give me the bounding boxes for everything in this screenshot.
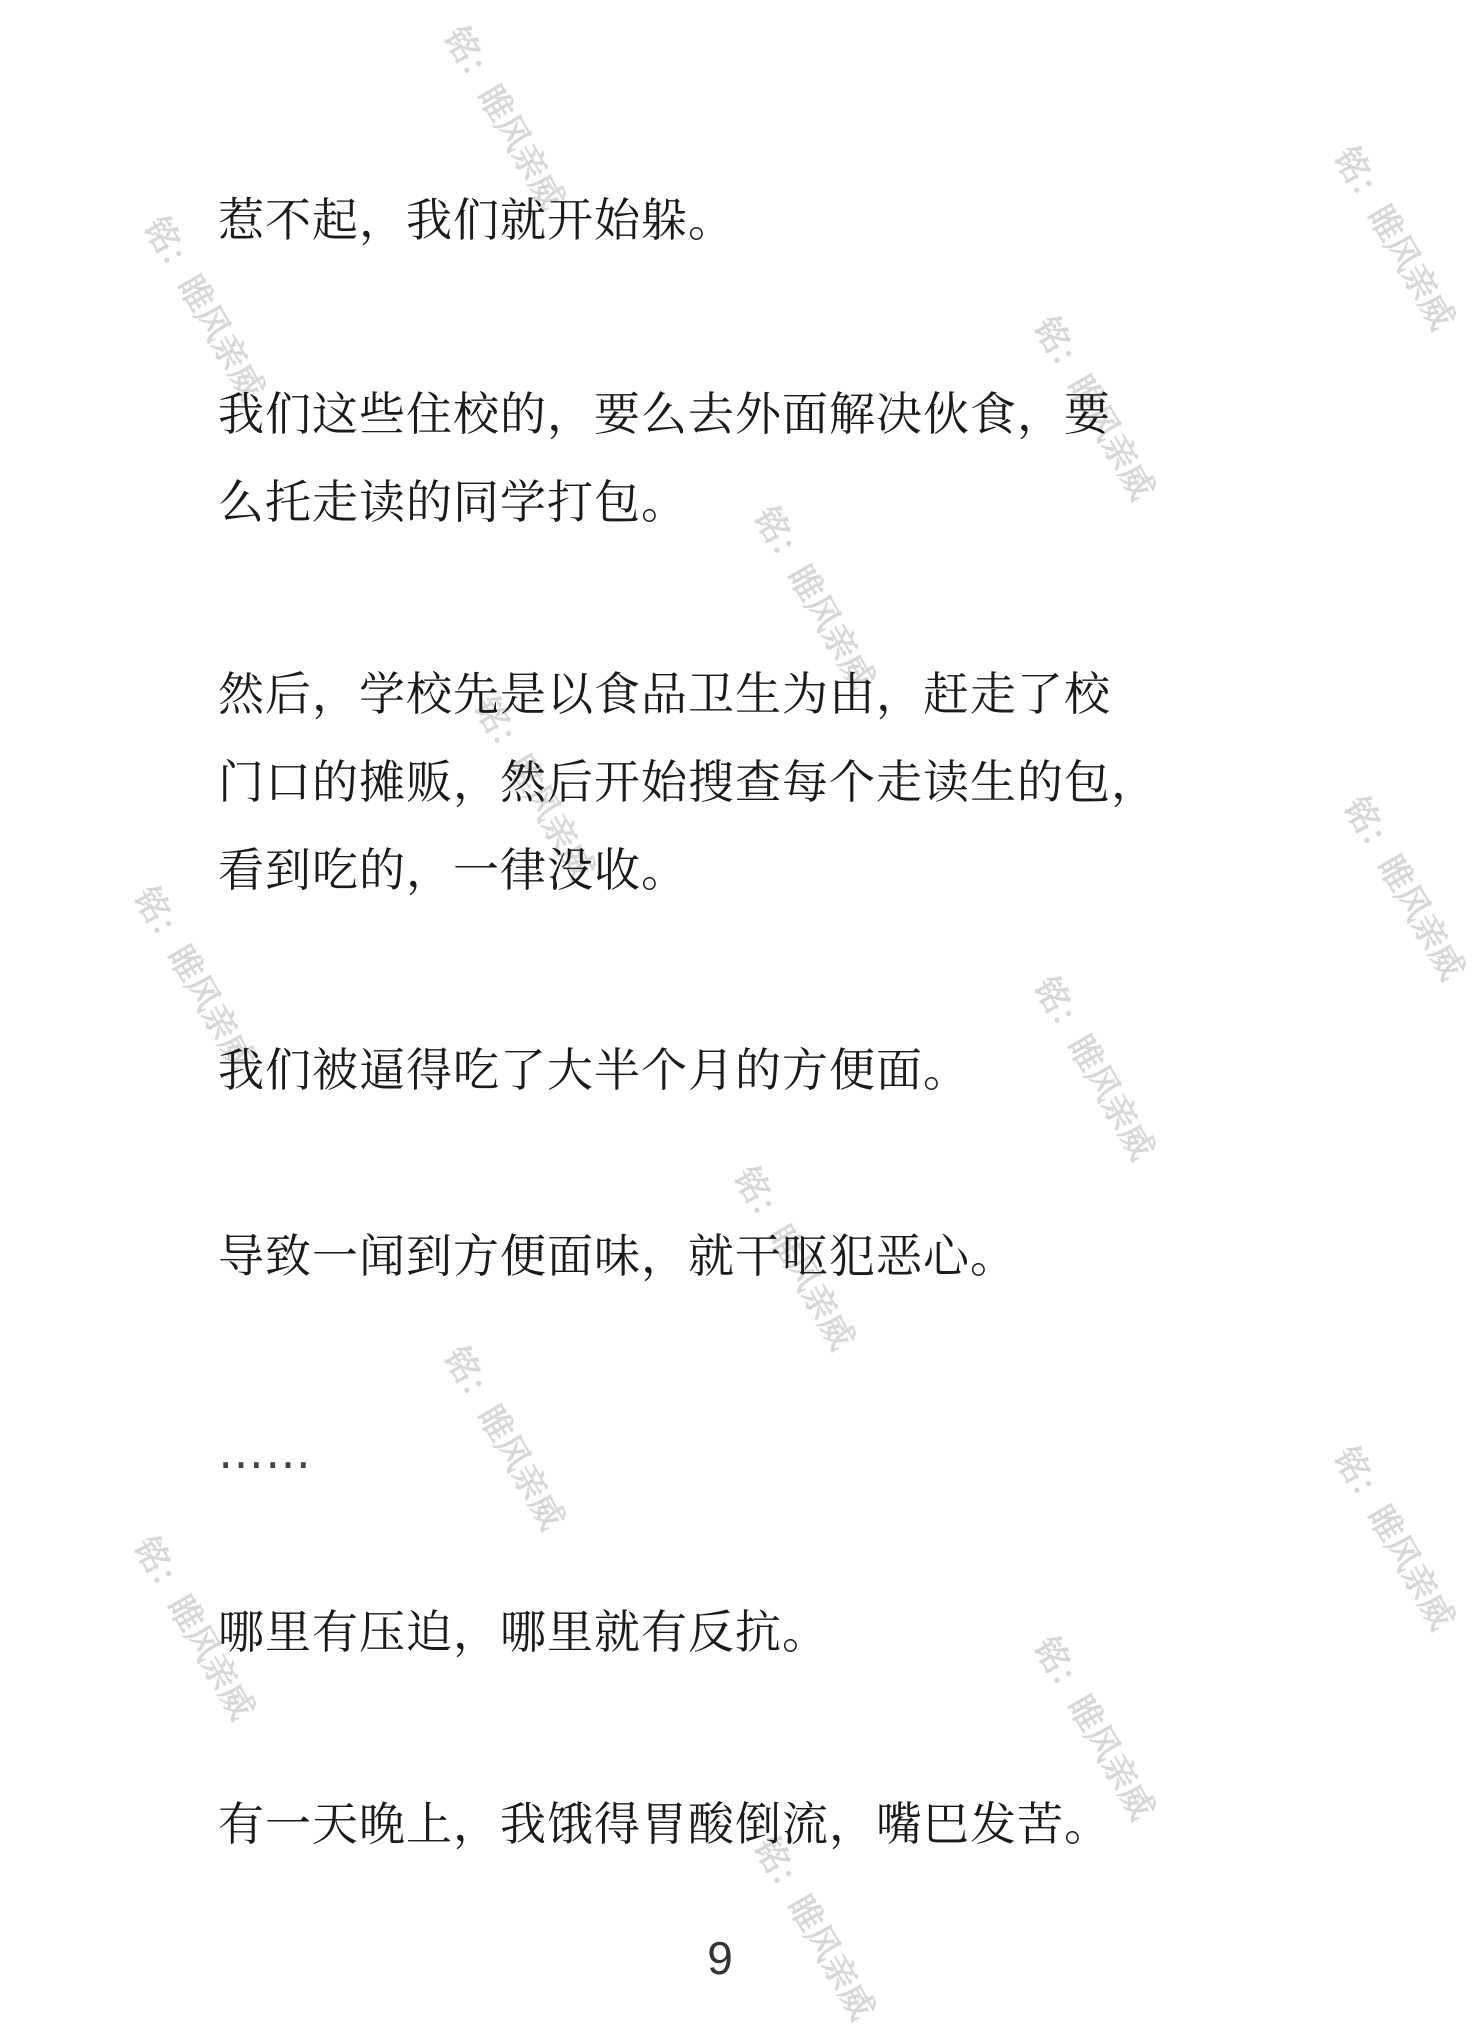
text-line: 么托走读的同学打包。 bbox=[218, 475, 688, 529]
text-line: 哪里有压迫，哪里就有反抗。 bbox=[218, 1605, 829, 1659]
watermark: 铭：睢风亲威 bbox=[1325, 1440, 1462, 1637]
paragraph bbox=[218, 1212, 1238, 1300]
watermark: 铭：睢风亲威 bbox=[125, 880, 263, 1077]
text-line: 门口的摊贩，然后开始搜查每个走读生的包， bbox=[218, 755, 1158, 809]
paragraph bbox=[218, 1780, 1238, 1868]
paragraph bbox=[218, 1408, 1238, 1496]
text-line: 有一天晚上，我饿得胃酸倒流，嘴巴发苦。 bbox=[218, 1797, 1111, 1851]
watermark: 铭：睢风亲威 bbox=[725, 1160, 862, 1357]
paragraph bbox=[218, 1588, 1238, 1676]
text-line: 导致一闻到方便面味，就干呕犯恶心。 bbox=[218, 1229, 1017, 1283]
paragraph bbox=[218, 1026, 1238, 1114]
text-line: 我们这些住校的，要么去外面解决伙食，要 bbox=[218, 387, 1111, 441]
paragraph bbox=[218, 650, 1238, 914]
paragraph bbox=[218, 370, 1238, 546]
watermark: 铭：睢风亲威 bbox=[745, 500, 882, 697]
text-line: 我们被逼得吃了大半个月的方便面。 bbox=[218, 1043, 970, 1097]
watermark: 铭：睢风亲威 bbox=[135, 210, 272, 407]
watermark: 铭：睢风亲威 bbox=[745, 1830, 882, 2027]
watermark: 铭：睢风亲威 bbox=[435, 20, 572, 217]
watermark: 铭：睢风亲威 bbox=[1025, 1630, 1162, 1827]
text-line: 看到吃的，一律没收。 bbox=[218, 843, 688, 897]
watermark: 铭：睢风亲威 bbox=[1025, 310, 1162, 507]
watermark: 铭：睢风亲威 bbox=[435, 1340, 572, 1537]
paragraph bbox=[218, 176, 1238, 264]
watermark: 铭：睢风亲威 bbox=[1325, 140, 1462, 337]
watermark: 铭：睢风亲威 bbox=[465, 690, 602, 887]
watermark: 铭：睢风亲威 bbox=[1025, 970, 1162, 1167]
text-line: 惹不起，我们就开始躲。 bbox=[218, 193, 735, 247]
watermark: 铭：睢风亲威 bbox=[1335, 790, 1472, 987]
text-line: 然后，学校先是以食品卫生为由，赶走了校 bbox=[218, 667, 1111, 721]
page-number: 9 bbox=[707, 1932, 733, 1984]
watermark: 铭：睢风亲威 bbox=[125, 1530, 263, 1727]
ellipsis-line: …… bbox=[218, 1425, 312, 1479]
